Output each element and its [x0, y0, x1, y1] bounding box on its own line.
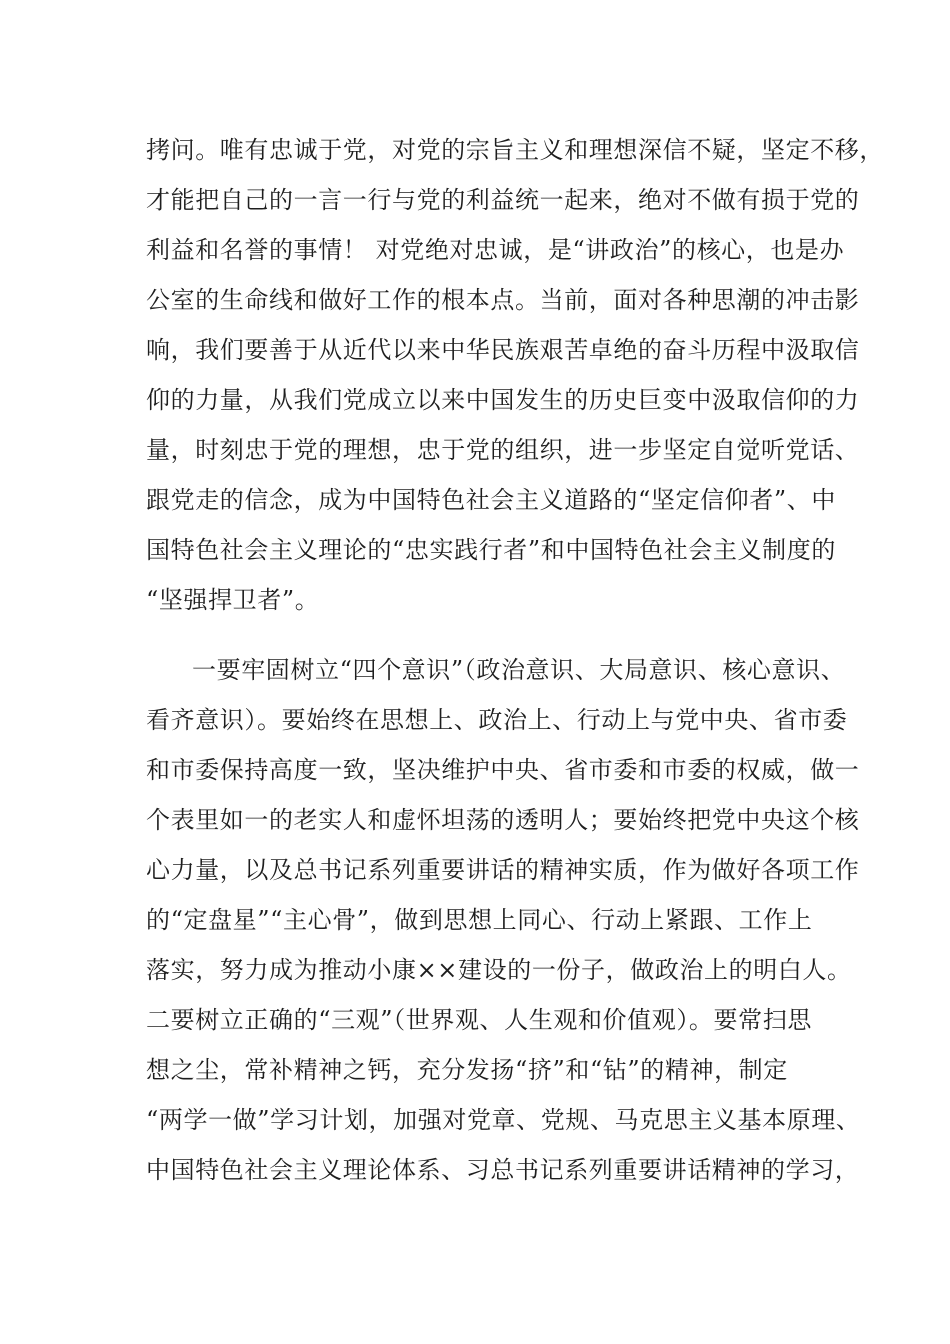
text-line: 仰的力量，从我们党成立以来中国发生的历史巨变中汲取信仰的力	[146, 386, 860, 414]
text-line: “坚强捍卫者”。	[146, 586, 320, 614]
text-line: 个表里如一的老实人和虚怀坦荡的透明人；要始终把党中央这个核	[146, 806, 860, 834]
text-line: 公室的生命线和做好工作的根本点。当前，面对各种思潮的冲击影	[146, 286, 860, 314]
text-line: 二要树立正确的“三观”（世界观、人生观和价值观）。要常扫思	[146, 1006, 812, 1034]
text-line: 看齐意识）。要始终在思想上、政治上、行动上与党中央、省市委	[146, 706, 848, 734]
text-line: 和市委保持高度一致，坚决维护中央、省市委和市委的权威，做一	[146, 756, 860, 784]
text-line: 跟党走的信念，成为中国特色社会主义道路的“坚定信仰者”、中	[146, 486, 836, 514]
text-line: “两学一做”学习计划，加强对党章、党规、马克思主义基本原理、	[146, 1106, 861, 1134]
text-line: 落实，努力成为推动小康××建设的一份子，做政治上的明白人。	[146, 956, 852, 984]
paragraph-first-line: 一要牢固树立“四个意识”（政治意识、大局意识、核心意识、	[192, 656, 846, 684]
text-line: 利益和名誉的事情！ 对党绝对忠诚，是“讲政治”的核心，也是办	[146, 236, 845, 264]
text-line: 想之尘，常补精神之钙，充分发扬“挤”和“钻”的精神，制定	[146, 1056, 788, 1084]
text-line: 的“定盘星”“主心骨”，做到思想上同心、行动上紧跟、工作上	[146, 906, 813, 934]
text-line: 拷问。唯有忠诚于党，对党的宗旨主义和理想深信不疑，坚定不移，	[146, 136, 884, 164]
text-line: 心力量，以及总书记系列重要讲话的精神实质，作为做好各项工作	[146, 856, 860, 884]
text-line: 才能把自己的一言一行与党的利益统一起来，绝对不做有损于党的	[146, 186, 860, 214]
text-line: 中国特色社会主义理论体系、习总书记系列重要讲话精神的学习，	[146, 1156, 860, 1184]
text-line: 量，时刻忠于党的理想，忠于党的组织，进一步坚定自觉听党话、	[146, 436, 860, 464]
text-line: 国特色社会主义理论的“忠实践行者”和中国特色社会主义制度的	[146, 536, 836, 564]
text-line: 响，我们要善于从近代以来中华民族艰苦卓绝的奋斗历程中汲取信	[146, 336, 860, 364]
